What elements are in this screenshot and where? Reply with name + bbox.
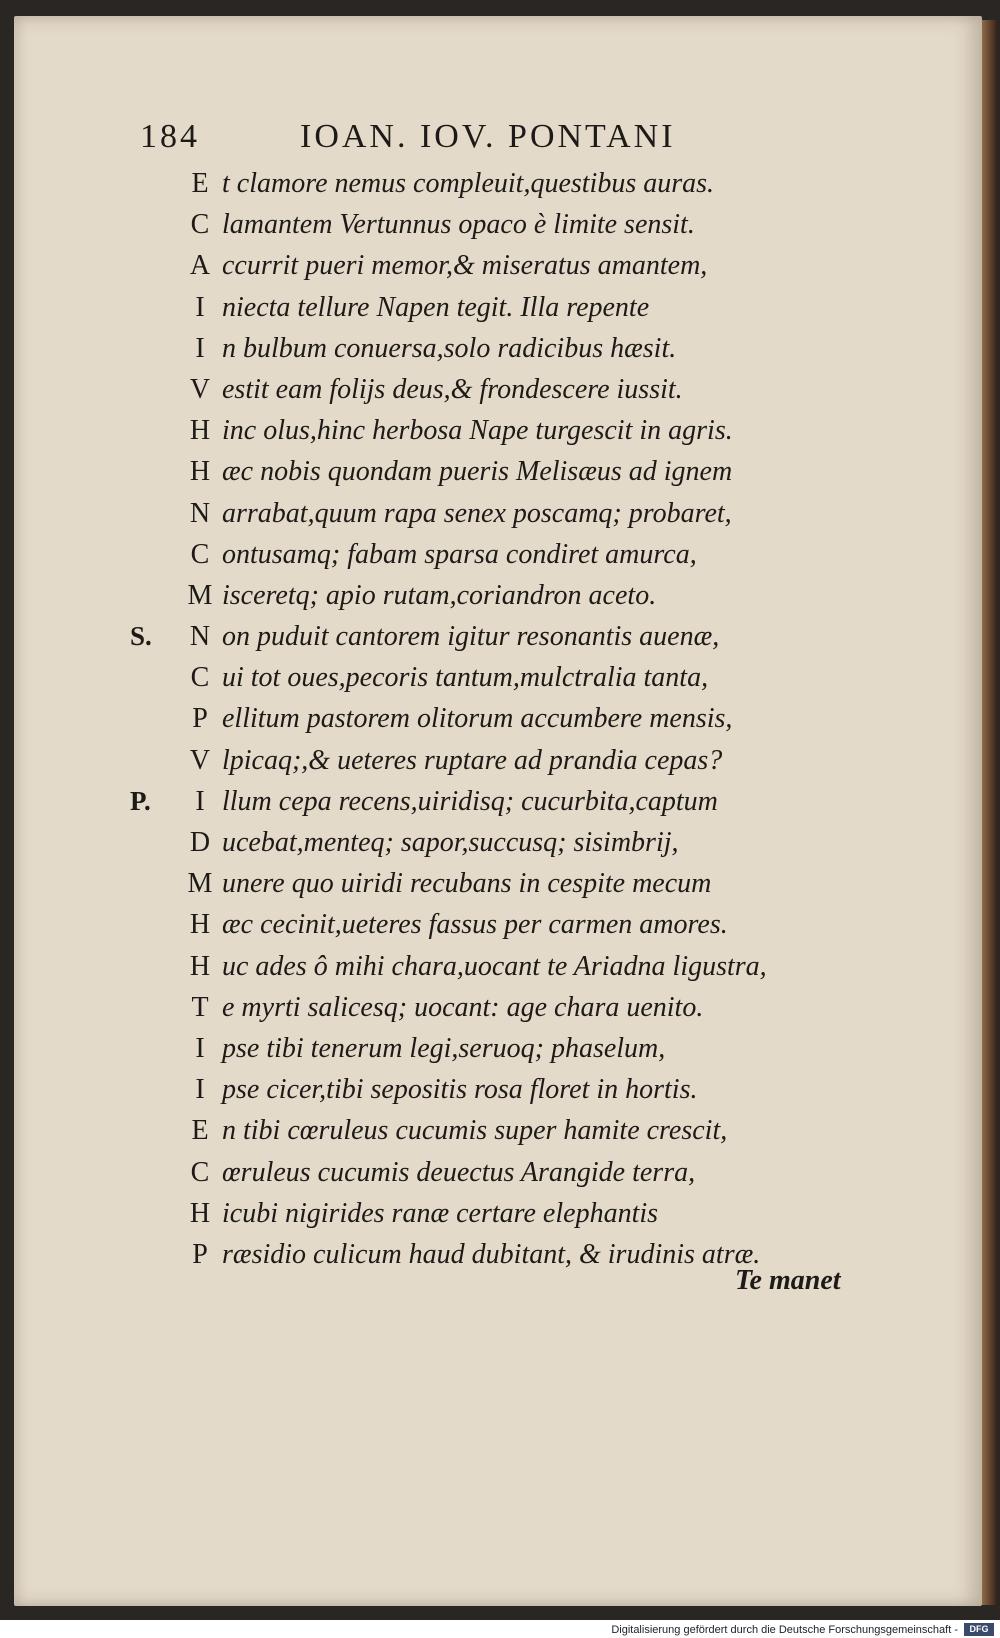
verse-initial: I <box>195 785 205 817</box>
verse-line <box>130 822 890 863</box>
verse-initial: E <box>191 168 209 199</box>
verse-text: llum cepa recens,uiridisq; cucurbita,captum <box>222 785 718 817</box>
verse-line <box>130 863 890 904</box>
verse-line <box>130 287 890 328</box>
verse-line <box>130 534 890 575</box>
verse-text: ucebat,menteq; sapor,succusq; sisimbrij, <box>222 827 679 858</box>
book-edge <box>982 20 998 1605</box>
verse-text: ræsidio culicum haud dubitant, & irudinis atræ. <box>222 1238 761 1270</box>
verse-line <box>130 204 890 245</box>
verse-initial: H <box>189 950 211 982</box>
page-number: 184 <box>140 118 200 155</box>
verse-text: æc nobis quondam pueris Melisæus ad ignem <box>222 456 733 488</box>
verse-initial: D <box>189 827 211 858</box>
verse-line <box>130 451 890 492</box>
verse-list <box>130 163 890 1275</box>
verse-line <box>130 245 890 286</box>
verse-line <box>130 946 890 987</box>
digitization-credit: Digitalisierung gefördert durch die Deutsche Forschungsgemeinschaft - <box>611 1624 958 1636</box>
verse-line <box>130 328 890 369</box>
verse-line <box>130 698 890 739</box>
verse-initial: C <box>190 1156 210 1188</box>
verse-initial: H <box>189 1197 211 1229</box>
verse-initial: M <box>187 579 213 611</box>
verse-initial: A <box>189 250 211 282</box>
verse-text: uc ades ô mihi chara,uocant te Ariadna ligustra, <box>222 950 767 982</box>
verse-text: lamantem Vertunnus opaco è limite sensit. <box>222 209 695 241</box>
verse-text: arrabat,quum rapa senex poscamq; probaret, <box>222 497 732 529</box>
verse-text: pse tibi tenerum legi,seruoq; phaselum, <box>222 1032 666 1064</box>
verse-text: ccurrit pueri memor,& miseratus amantem, <box>222 250 708 282</box>
verse-initial: I <box>195 291 205 323</box>
verse-text: niecta tellure Napen tegit. Illa repente <box>222 291 650 323</box>
verse-initial: I <box>195 1074 205 1106</box>
verse-line <box>130 781 890 822</box>
verse-line <box>130 1193 890 1234</box>
verse-line <box>130 410 890 451</box>
verse-initial: P <box>192 703 208 735</box>
verse-line <box>130 1110 890 1151</box>
verse-initial: V <box>189 373 211 405</box>
verse-line <box>130 740 890 781</box>
verse-text: ellitum pastorem olitorum accumbere mensis, <box>222 703 733 735</box>
verse-text: e myrti salicesq; uocant: age chara uenito. <box>222 991 704 1023</box>
verse-text: ui tot oues,pecoris tantum,mulctralia tanta, <box>222 662 709 694</box>
verse-line <box>130 163 890 204</box>
verse-text: æc cecinit,ueteres fassus per carmen amores. <box>222 909 728 941</box>
running-head: IOAN. IOV. PONTANI <box>300 118 676 155</box>
verse-initial: H <box>189 415 211 447</box>
verse-initial: M <box>187 868 213 900</box>
verse-initial: T <box>191 991 209 1023</box>
verse-line <box>130 987 890 1028</box>
verse-text: icubi nigirides ranæ certare elephantis <box>222 1197 659 1229</box>
verse-initial: N <box>189 497 211 529</box>
dfg-logo: DFG <box>964 1623 994 1636</box>
verse-line <box>130 657 890 698</box>
verse-text: n tibi cœruleus cucumis super hamite crescit, <box>222 1115 728 1147</box>
verse-initial: C <box>190 538 210 570</box>
verse-initial: C <box>190 662 210 694</box>
verse-line <box>130 493 890 534</box>
verse-text: ontusamq; fabam sparsa condiret amurca, <box>222 538 697 570</box>
verse-text: estit eam folijs deus,& frondescere iussit. <box>222 373 683 405</box>
verse-initial: E <box>191 1115 209 1147</box>
catchword: Te manet <box>735 1265 841 1296</box>
verse-text: inc olus,hinc herbosa Nape turgescit in agris. <box>222 415 733 447</box>
verse-initial: H <box>189 909 211 941</box>
verse-line <box>130 369 890 410</box>
verse-text: pse cicer,tibi sepositis rosa floret in hortis. <box>222 1074 698 1106</box>
verse-text: isceretq; apio rutam,coriandron aceto. <box>222 579 657 611</box>
verse-line <box>130 1152 890 1193</box>
verse-initial: C <box>190 209 210 241</box>
verse-initial: N <box>189 621 211 653</box>
verse-text: lpicaq;,& ueteres ruptare ad prandia cepas? <box>222 744 723 776</box>
verse-initial: V <box>189 744 211 776</box>
verse-line <box>130 1069 890 1110</box>
verse-line <box>130 616 890 657</box>
verse-line <box>130 1028 890 1069</box>
page-header <box>140 118 780 162</box>
verse-text: n bulbum conuersa,solo radicibus hæsit. <box>222 332 677 364</box>
verse-text: t clamore nemus compleuit,questibus auras. <box>222 168 715 199</box>
verse-initial: I <box>195 332 205 364</box>
verse-text: unere quo uiridi recubans in cespite mecum <box>222 868 712 900</box>
verse-initial: P <box>192 1238 208 1270</box>
verse-text: œruleus cucumis deuectus Arangide terra, <box>222 1156 696 1188</box>
verse-text: on puduit cantorem igitur resonantis auenæ, <box>222 621 720 653</box>
speaker-label: S. <box>130 621 152 652</box>
verse-line <box>130 904 890 945</box>
verse-line <box>130 575 890 616</box>
speaker-label: P. <box>130 785 151 816</box>
verse-initial: H <box>189 456 211 488</box>
verse-initial: I <box>195 1032 205 1064</box>
